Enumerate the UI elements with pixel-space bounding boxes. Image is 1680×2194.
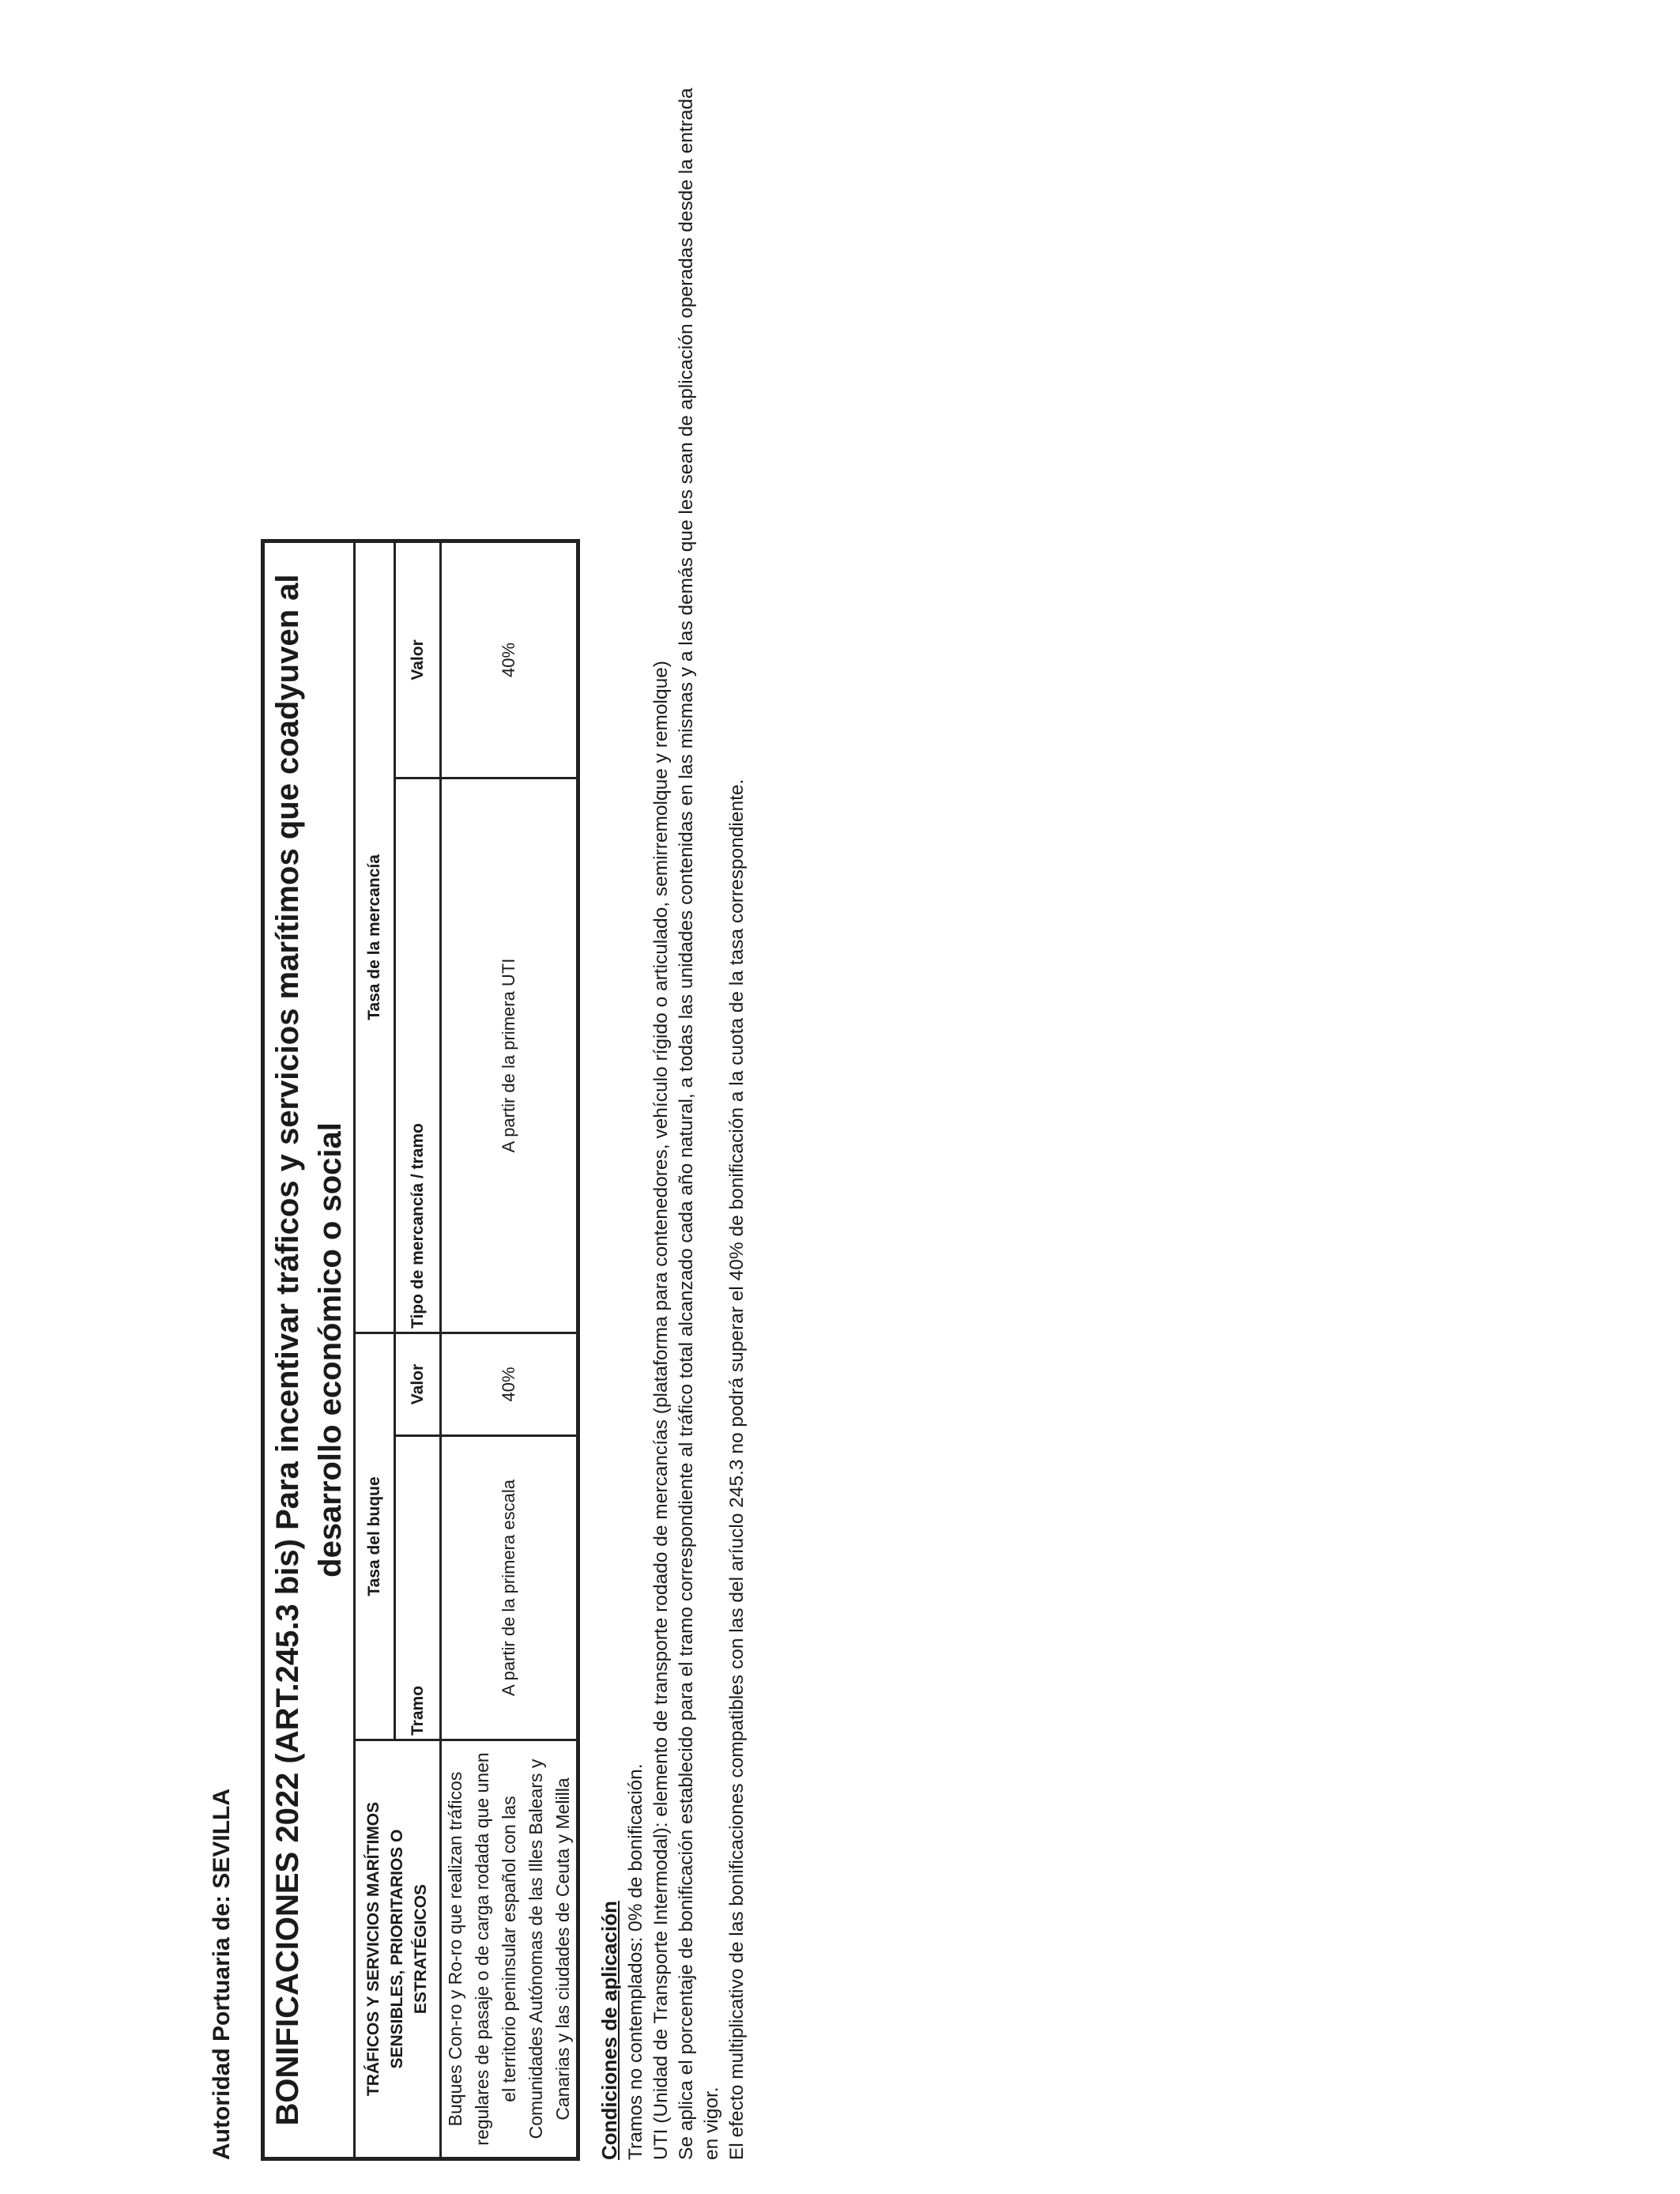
ship-valor-header: Valor — [395, 1333, 441, 1436]
traffic-description: Buques Con-ro y Ro-ro que realizan tráficos regulares de pasaje o de carga rodada que unen el territorio peninsular español con las Comunidades Autónomas de las Illes Balears y Canarias y las ciudades de Ceuta y Melilla — [441, 1740, 578, 2159]
ship-tramo-header: Tramo — [395, 1436, 441, 1740]
bonus-table — [261, 539, 580, 2161]
title-line-1: BONIFICACIONES 2022 (ART.245.3 bis) Para incentivar tráficos y servicios marítimos que coadyuven al — [270, 574, 305, 2126]
condition-line: Tramos no contemplados: 0% de bonificación. — [625, 1763, 646, 2160]
goods-type-value: A partir de la primera UTI — [441, 778, 578, 1333]
title-line-2: desarrollo económico o social — [313, 1122, 348, 1578]
traffic-column-header: TRÁFICOS Y SERVICIOS MARÍTIMOS SENSIBLES, PRIORITARIOS O ESTRATÉGICOS — [355, 1740, 441, 2159]
condition-line: Se aplica el porcentaje de bonificación establecido para el tramo correspondiente al tráfico total alcanzado cada año natural, a todas las unidades contenidas en las mismas y a las demás que les sean de aplicación operadas desde la entrada en vigor. — [676, 88, 722, 2160]
condition-line: El efecto multiplicativo de las bonificaciones compatibles con las del aríuclo 245.3 no podrá superar el 40% de bonificación a la cuota de la tasa correspondiente. — [726, 778, 748, 2160]
condition-line: UTI (Unidad de Transporte Intermodal): elemento de transporte rodado de mercancías (plataforma para contenedores, vehículo rígido o articulado, semirremolque y remolque) — [650, 660, 672, 2160]
conditions-section — [597, 74, 750, 2160]
ship-valor-value: 40% — [441, 1333, 578, 1436]
table-title — [263, 541, 355, 2158]
ship-tramo-value: A partir de la primera escala — [441, 1436, 578, 1740]
goods-valor-value: 40% — [441, 541, 578, 778]
goods-type-header: Tipo de mercancía / tramo — [395, 778, 441, 1333]
goods-fee-header: Tasa de la mercancía — [355, 541, 395, 1333]
conditions-heading: Condiciones de aplicación — [597, 1901, 621, 2160]
goods-valor-header: Valor — [395, 541, 441, 778]
table-row — [441, 541, 578, 2158]
ship-fee-header: Tasa del buque — [355, 1333, 395, 1740]
port-authority-label: Autoridad Portuaria de: SEVILLA — [209, 1788, 235, 2160]
